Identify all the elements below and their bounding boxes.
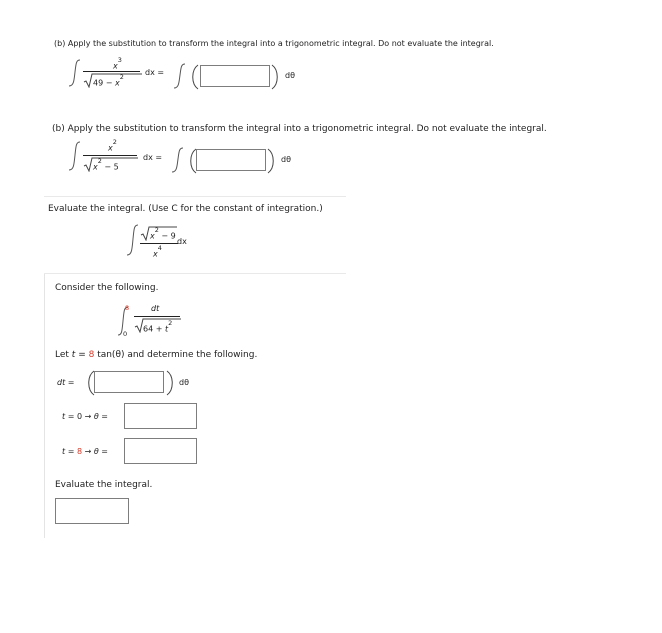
problem-2-numerator-exp: 2	[112, 138, 117, 146]
equals-sign: =	[157, 68, 165, 77]
problem-1-radicand-exp: 2	[119, 73, 124, 81]
dtheta-label: dθ	[285, 71, 295, 80]
t0-value: 0	[76, 412, 83, 421]
theta8-answer-input[interactable]	[124, 438, 197, 464]
t8-value: 8	[76, 447, 83, 456]
equals-sign: =	[101, 447, 108, 456]
theta-label: θ	[93, 412, 99, 421]
problem-3-denominator-exp: 4	[157, 244, 162, 252]
problem-1-radicand-const: 49	[93, 78, 104, 88]
minus-sign: −	[105, 78, 113, 88]
problem-3-radicand-var: x	[150, 231, 155, 241]
t8-mapping	[62, 447, 108, 456]
let-value: 8	[88, 350, 95, 360]
t-label: t	[62, 412, 66, 421]
problem-1-numerator: x	[113, 61, 118, 71]
section-divider	[44, 273, 346, 274]
problem-3-denominator: x	[153, 249, 158, 259]
theta0-answer-input[interactable]	[124, 403, 197, 429]
close-paren-icon	[165, 368, 177, 398]
problem-3-radicand-exp: 2	[154, 226, 159, 234]
problem-2-instruction: (b) Apply the substitution to transform the integral into a trigonometric integral. Do not evaluate the integral.	[52, 124, 547, 134]
let-prefix: Let	[55, 350, 72, 360]
dx-label: dx	[145, 68, 155, 77]
dt-answer-input[interactable]	[94, 371, 164, 393]
problem-4-intro: Consider the following.	[55, 283, 159, 293]
problem-2-radicand-const: 5	[113, 162, 119, 172]
theta-label: θ	[93, 447, 99, 456]
problem-1-answer-input[interactable]	[200, 65, 270, 87]
t0-mapping	[62, 412, 108, 421]
dtheta-label: dθ	[281, 155, 291, 164]
problem-1-radicand-var: x	[114, 78, 120, 88]
minus-sign: −	[104, 162, 112, 172]
dx-label: dx	[143, 153, 153, 162]
lower-limit: 0	[123, 330, 128, 338]
problem-3-instruction: Evaluate the integral. (Use C for the constant of integration.)	[48, 204, 323, 214]
problem-4-radicand-exp: 2	[168, 319, 173, 327]
plus-sign: +	[155, 324, 163, 334]
section-border	[44, 273, 45, 538]
arrow-icon: →	[84, 447, 92, 456]
evaluate-label: Evaluate the integral.	[55, 480, 153, 490]
dtheta-label: dθ	[179, 378, 189, 387]
equals-sign: =	[67, 447, 75, 456]
let-statement	[55, 350, 257, 360]
problem-2-radicand-var: x	[93, 162, 98, 172]
problem-2-radicand-exp: 2	[97, 157, 102, 165]
problem-3-radicand-const: 9	[170, 231, 176, 241]
upper-limit: 8	[125, 304, 130, 312]
section-divider	[44, 196, 346, 197]
dt-label: dt	[57, 378, 66, 387]
t-label: t	[62, 447, 66, 456]
close-paren-icon	[270, 62, 282, 92]
minus-sign: −	[161, 231, 169, 241]
final-answer-input[interactable]	[55, 498, 129, 524]
arrow-icon: →	[84, 412, 92, 421]
problem-4-radicand-var: t	[164, 324, 169, 334]
problem-4-numerator: dt	[151, 304, 160, 313]
problem-1-instruction: (b) Apply the substitution to transform the integral into a trigonometric integral. Do not evaluate the integral.	[54, 39, 494, 48]
equals-sign: =	[67, 378, 75, 387]
problem-2-answer-input[interactable]	[196, 149, 266, 171]
let-var: t	[71, 350, 76, 360]
equals-sign: =	[101, 412, 108, 421]
equals-sign: =	[155, 153, 163, 162]
equals-sign: =	[67, 412, 75, 421]
dx-label: dx	[177, 237, 187, 246]
let-eq: =	[75, 350, 89, 360]
problem-1-numerator-exp: 3	[117, 56, 122, 64]
close-paren-icon	[266, 146, 278, 176]
problem-4-radicand-const: 64	[143, 324, 154, 334]
let-func: tan(θ)	[94, 350, 125, 360]
let-suffix: and determine the following.	[124, 350, 258, 360]
problem-2-numerator: x	[108, 143, 113, 153]
